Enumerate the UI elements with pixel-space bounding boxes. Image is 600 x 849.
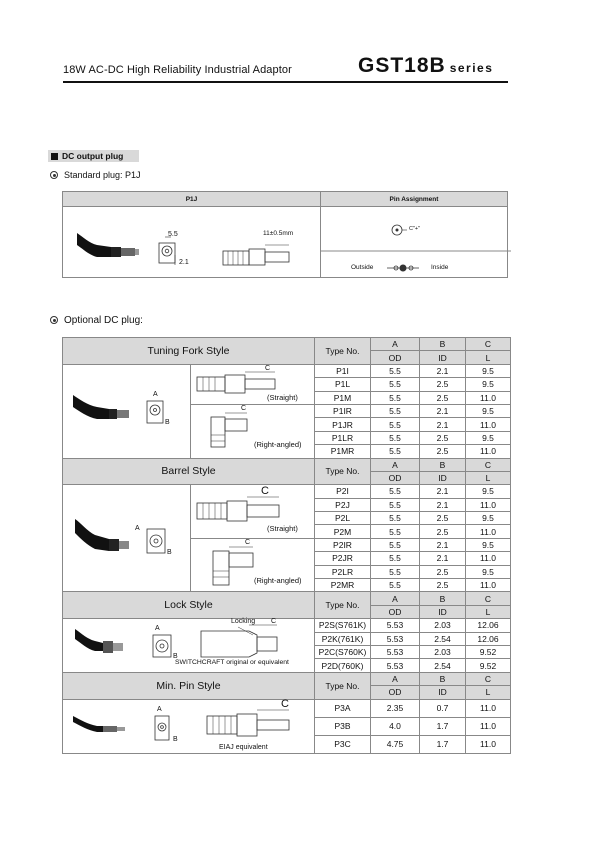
id-cell: 2.5 [420,391,466,404]
od-cell: 5.5 [371,404,420,417]
l-cell: 11.0 [466,579,511,592]
type-cell: P2I [315,485,371,498]
square-bullet-icon [51,153,58,160]
sub-id: ID [420,686,466,699]
od-cell: 5.5 [371,445,420,458]
head-a: A [371,592,420,605]
id-cell: 2.1 [420,418,466,431]
id-cell: 2.5 [420,525,466,538]
type-cell: P2M [315,525,371,538]
l-cell: 9.5 [466,485,511,498]
od-cell: 5.5 [371,512,420,525]
dim-c-label: C [265,364,271,372]
head-c: C [466,338,511,351]
id-cell: 1.7 [420,735,466,753]
type-cell: P2S(S761K) [315,619,371,632]
od-cell: 5.5 [371,538,420,551]
sub-l: L [466,351,511,364]
od-cell: 5.5 [371,391,420,404]
sub-od: OD [371,351,420,364]
l-cell: 9.52 [466,659,511,672]
id-cell: 2.5 [420,512,466,525]
id-cell: 2.5 [420,378,466,391]
tuning-fork-style-title: Tuning Fork Style [63,338,315,365]
type-no-header: Type No. [315,592,371,619]
barrel-plug-photo [63,485,191,592]
dim-a-label: A [157,705,162,713]
id-cell: 2.5 [420,579,466,592]
barrel-plug-icon [63,485,189,593]
sub-od: OD [371,605,420,618]
l-cell: 11.0 [466,699,511,717]
barrel-straight-drawing [191,485,315,539]
id-cell: 2.1 [420,538,466,551]
type-cell: P3C [315,735,371,753]
straight-label: (Straight) [267,392,298,402]
od-cell: 5.5 [371,418,420,431]
l-cell: 9.5 [466,431,511,444]
p1j-id-label: 2.1 [179,259,189,266]
od-cell: 5.5 [371,525,420,538]
type-cell: P1IR [315,404,371,417]
standard-plug-table [62,191,508,278]
inside-label: Inside [431,264,449,271]
pin-assignment-header: Pin Assignment [321,192,508,207]
dim-a-label: A [155,625,160,633]
sub-l: L [466,605,511,618]
od-cell: 5.5 [371,364,420,377]
l-cell: 9.5 [466,364,511,377]
sub-id: ID [420,351,466,364]
dim-a-label: A [153,390,158,398]
type-cell: P1LR [315,431,371,444]
l-cell: 11.0 [466,552,511,565]
type-no-header: Type No. [315,672,371,699]
p1j-od-label: 5.5 [168,231,178,238]
circle-bullet-icon [50,316,58,324]
l-cell: 12.06 [466,632,511,645]
tuning-fork-plug-photo [63,364,191,458]
sub-l: L [466,471,511,484]
sub-id: ID [420,471,466,484]
model-name: GST18B [358,54,446,77]
id-cell: 2.5 [420,565,466,578]
od-cell: 4.0 [371,717,420,735]
id-cell: 2.03 [420,645,466,658]
id-cell: 2.5 [420,431,466,444]
type-cell: P1MR [315,445,371,458]
l-cell: 12.06 [466,619,511,632]
straight-label: (Straight) [267,524,298,534]
od-cell: 5.53 [371,632,420,645]
dim-c-label: C [271,618,277,626]
l-cell: 11.0 [466,735,511,753]
sub-id: ID [420,605,466,618]
head-a: A [371,338,420,351]
tuning-fork-angled-drawing [191,404,315,458]
l-cell: 11.0 [466,498,511,511]
header-subtitle: 18W AC-DC High Reliability Industrial Adaptor [63,64,292,76]
l-cell: 9.5 [466,538,511,551]
type-cell: P1L [315,378,371,391]
type-cell: P2JR [315,552,371,565]
od-cell: 5.53 [371,659,420,672]
l-cell: 9.5 [466,512,511,525]
od-cell: 5.5 [371,552,420,565]
od-cell: 5.5 [371,431,420,444]
optional-bullet-text: Optional DC plug: [64,315,143,326]
od-cell: 2.35 [371,699,420,717]
l-cell: 11.0 [466,391,511,404]
dim-c-label: C [245,538,251,546]
eiaj-label: EIAJ equivalent [219,743,268,751]
p1j-plug-icon [63,207,318,275]
barrel-angled-drawing [191,538,315,592]
l-cell: 9.5 [466,404,511,417]
dim-b-label: B [165,418,170,426]
min-pin-plug-icon [63,697,315,754]
dim-b-label: B [167,549,172,557]
dim-a-label: A [135,525,140,533]
switchcraft-label: SWITCHCRAFT original or equivalent [175,659,289,667]
locking-label: Locking [231,618,256,626]
dim-c-label: C [241,404,247,412]
type-cell: P1JR [315,418,371,431]
type-cell: P1I [315,364,371,377]
type-cell: P2J [315,498,371,511]
l-cell: 9.5 [466,378,511,391]
lock-plug-drawing [63,619,315,673]
l-cell: 9.5 [466,565,511,578]
od-cell: 5.5 [371,579,420,592]
id-cell: 2.54 [420,659,466,672]
dim-b-label: B [173,735,178,743]
min-pin-style-title: Min. Pin Style [63,672,315,699]
sub-l: L [466,686,511,699]
type-cell: P2D(760K) [315,659,371,672]
id-cell: 2.1 [420,404,466,417]
id-cell: 2.1 [420,552,466,565]
min-pin-plug-drawing [63,699,315,753]
head-b: B [420,458,466,471]
header-rule [63,81,508,83]
od-cell: 4.75 [371,735,420,753]
standard-bullet [50,170,141,180]
outside-label: Outside [351,264,374,271]
head-c: C [466,458,511,471]
od-cell: 5.5 [371,378,420,391]
head-a: A [371,458,420,471]
id-cell: 1.7 [420,717,466,735]
dim-b-label: B [173,653,178,661]
right-angled-label: (Right-angled) [254,575,302,585]
p1j-length-label: 11±0.5mm [263,230,294,237]
head-c: C [466,672,511,685]
type-cell: P2K(761K) [315,632,371,645]
type-cell: P2MR [315,579,371,592]
l-cell: 11.0 [466,717,511,735]
od-cell: 5.53 [371,645,420,658]
head-a: A [371,672,420,685]
tuning-fork-straight-drawing [191,364,315,404]
id-cell: 2.1 [420,485,466,498]
section-title [48,150,139,162]
sub-od: OD [371,686,420,699]
series-label: series [449,61,494,75]
type-cell: P2IR [315,538,371,551]
id-cell: 2.1 [420,364,466,377]
head-b: B [420,338,466,351]
type-cell: P2L [315,512,371,525]
optional-bullet [50,315,143,326]
id-cell: 2.1 [420,498,466,511]
head-b: B [420,672,466,685]
standard-bullet-text: Standard plug: P1J [64,170,141,180]
l-cell: 11.0 [466,418,511,431]
sub-od: OD [371,471,420,484]
polarity-label: C"+" [409,226,421,232]
type-cell: P1M [315,391,371,404]
tuning-fork-plug-icon [63,365,189,461]
id-cell: 2.03 [420,619,466,632]
dim-c-label: C [281,697,289,710]
right-angled-label: (Right-angled) [254,439,302,449]
od-cell: 5.53 [371,619,420,632]
section-title-text: DC output plug [62,151,124,161]
p1j-drawing-cell [63,207,321,278]
lock-style-title: Lock Style [63,592,315,619]
header-model [358,54,493,78]
type-cell: P2C(S760K) [315,645,371,658]
id-cell: 2.5 [420,445,466,458]
type-cell: P3B [315,717,371,735]
optional-plug-table [62,337,511,754]
id-cell: 2.54 [420,632,466,645]
p1j-header: P1J [63,192,321,207]
head-c: C [466,592,511,605]
type-cell: P2LR [315,565,371,578]
polarity-icon [321,207,511,275]
barrel-style-title: Barrel Style [63,458,315,485]
pin-assignment-cell [321,207,508,278]
head-b: B [420,592,466,605]
circle-bullet-icon [50,171,58,179]
type-no-header: Type No. [315,338,371,365]
type-no-header: Type No. [315,458,371,485]
od-cell: 5.5 [371,565,420,578]
type-cell: P3A [315,699,371,717]
od-cell: 5.5 [371,485,420,498]
dim-c-label: C [261,485,269,498]
l-cell: 9.52 [466,645,511,658]
od-cell: 5.5 [371,498,420,511]
l-cell: 11.0 [466,445,511,458]
l-cell: 11.0 [466,525,511,538]
id-cell: 0.7 [420,699,466,717]
